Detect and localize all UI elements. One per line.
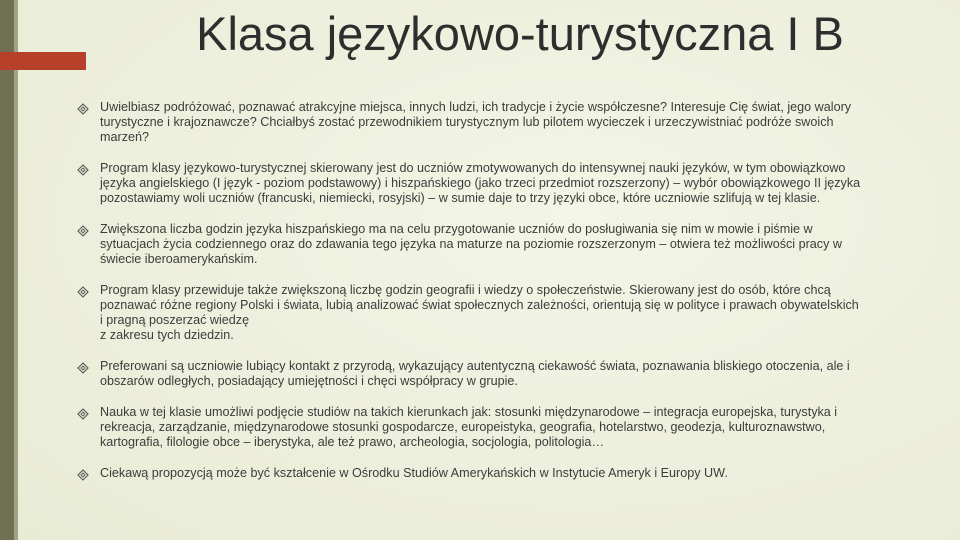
slide-title: Klasa językowo-turystyczna I B: [196, 7, 844, 60]
bullet-list: [74, 100, 954, 497]
bullet-text: Preferowani są uczniowie lubiący kontakt z przyrodą, wykazujący autentyczną ciekawość świata, poznawania bliskiego otoczenia, ale i obszarów odległych, posiadający umiejętności i chęci współpracy w grupie.: [100, 359, 850, 388]
diamond-outline-icon: [76, 224, 90, 238]
bullet-text: Program klasy językowo-turystycznej skierowany jest do uczniów zmotywowanych do intensywnej nauki języków, w tym obowiązkowo języka angielskiego (I język - poziom podstawowy) i hiszpańskiego (jako trzeci przedmiot rozszerzony) – wybór obowiązkowego II języka pozostawiamy woli uczniów (francuski, niemiecki, rosyjski) – w sumie daje to trzy języki obce, które uczniowie szlifują w tej klasie.: [100, 161, 861, 205]
bullet-text: Program klasy przewiduje także zwiększoną liczbę godzin geografii i wiedzy o społeczeństwie. Skierowany jest do osób, które chcą poznawać różne regiony Polski i świata, lubią analizować świat społecznych zależności, orientują się w polityce i prawach obywatelskich i pragną poszerzać wiedzę z zakresu tych dziedzin.: [100, 283, 859, 342]
diamond-outline-icon: [76, 102, 90, 116]
diamond-outline-icon: [76, 361, 90, 375]
bullet-text: Uwielbiasz podróżować, poznawać atrakcyjne miejsca, innych ludzi, ich tradycje i życie współczesne? Interesuje Cię świat, jego walory turystyczne i krajoznawcze? Chciałbyś zostać przewodnikiem turystycznym lub pilotem wycieczek i urzeczywistniać podróże swoich marzeń?: [100, 100, 852, 144]
left-decor-band-light: [14, 0, 18, 540]
list-item: [74, 359, 954, 389]
bullet-text: Ciekawą propozycją może być kształcenie w Ośrodku Studiów Amerykańskich w Instytucie Ameryk i Europy UW.: [100, 466, 728, 480]
bullet-text: Zwiększona liczba godzin języka hiszpańskiego ma na celu przygotowanie uczniów do posługiwania się nim w mowie i piśmie w sytuacjach życia codziennego oraz do zdawania tego języka na maturze na poziomie rozszerzonym – otwiera też możliwości pracy w świecie iberoamerykańskim.: [100, 222, 842, 266]
list-item: [74, 100, 954, 145]
bullet-text: Nauka w tej klasie umożliwi podjęcie studiów na takich kierunkach jak: stosunki międzynarodowe – integracja europejska, turystyka i rekreacja, zarządzanie, międzynarodowe stosunki gospodarcze, europeistyka, geografia, hotelarstwo, geodezja, kulturoznawstwo, kartografia, filologie obce – iberystyka, ale też prawo, archeologia, socjologia, politologia…: [100, 405, 838, 449]
list-item: [74, 283, 954, 343]
list-item: [74, 161, 954, 206]
left-decor-band: [0, 0, 14, 540]
diamond-outline-icon: [76, 163, 90, 177]
diamond-outline-icon: [76, 285, 90, 299]
diamond-outline-icon: [76, 468, 90, 482]
list-item: [74, 222, 954, 267]
diamond-outline-icon: [76, 407, 90, 421]
list-item: [74, 405, 954, 450]
list-item: [74, 466, 954, 481]
